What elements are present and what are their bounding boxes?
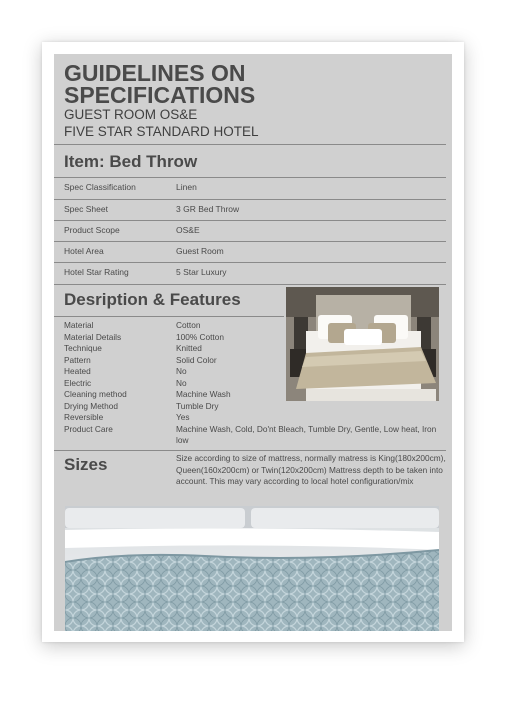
- feature-label: Material: [64, 320, 94, 330]
- feature-label: Material Details: [64, 331, 122, 342]
- spec-label: Spec Sheet: [64, 204, 108, 214]
- divider: [54, 316, 284, 317]
- divider: [54, 284, 446, 285]
- divider: [54, 450, 446, 451]
- spec-row: [54, 263, 446, 284]
- bed-throw-room-illustration: [286, 287, 439, 401]
- spec-label: Hotel Star Rating: [64, 267, 129, 277]
- description-heading: Desription & Features: [64, 290, 241, 309]
- feature-label: Cleaning method: [64, 389, 127, 399]
- spec-label: Product Scope: [64, 225, 120, 235]
- feature-value: Cotton: [176, 320, 201, 330]
- spec-value: 3 GR Bed Throw: [176, 204, 240, 214]
- feature-label: Reversible: [64, 412, 104, 422]
- spec-value: Linen: [176, 182, 197, 192]
- feature-label: Product Care: [64, 423, 113, 434]
- spec-label: Spec Classification: [64, 182, 136, 192]
- feature-label: Heated: [64, 366, 91, 376]
- spec-row: [54, 221, 446, 242]
- bed-throw-room-photo: [286, 287, 439, 401]
- feature-value: No: [176, 366, 187, 376]
- feature-value: Machine Wash, Cold, Do'nt Bleach, Tumble Dry, Gentle, Low heat, Iron low: [176, 423, 437, 445]
- feature-value: Knitted: [176, 343, 202, 353]
- feature-value: No: [176, 377, 187, 388]
- bed-throw-closeup-photo: [65, 506, 439, 631]
- spec-panel: [54, 54, 452, 631]
- spec-value: OS&E: [176, 225, 200, 235]
- spec-value: Guest Room: [176, 246, 224, 256]
- feature-value: Solid Color: [176, 354, 217, 365]
- sizes-heading: Sizes: [64, 455, 108, 474]
- document-title: GUIDELINES ON SPECIFICATIONS: [64, 60, 256, 108]
- feature-value: Machine Wash: [176, 389, 231, 399]
- bed-throw-closeup-illustration: [65, 506, 439, 631]
- spec-label: Hotel Area: [64, 246, 104, 256]
- spec-row: [54, 242, 446, 263]
- feature-label: Drying Method: [64, 400, 118, 411]
- feature-label: Technique: [64, 343, 102, 353]
- feature-value: 100% Cotton: [176, 331, 224, 342]
- feature-value: Yes: [176, 412, 190, 422]
- item-heading: Item: Bed Throw: [64, 152, 198, 171]
- feature-label: Electric: [64, 377, 92, 388]
- spec-row: [54, 200, 446, 221]
- feature-label: Pattern: [64, 354, 91, 365]
- spec-row: [54, 178, 446, 199]
- sizes-description: Size according to size of mattress, normally matress is King(180x200cm), Queen(160x200cm) or Twin(120x200cm) Mattress depth to be taken into account. This may vary according to local hotel configuration/mix: [176, 453, 446, 486]
- spec-value: 5 Star Luxury: [176, 267, 227, 277]
- subtitle-guest-room: GUEST ROOM OS&E: [64, 107, 198, 122]
- feature-value: Tumble Dry: [176, 400, 219, 411]
- divider: [54, 144, 446, 145]
- subtitle-hotel-standard: FIVE STAR STANDARD HOTEL: [64, 124, 259, 139]
